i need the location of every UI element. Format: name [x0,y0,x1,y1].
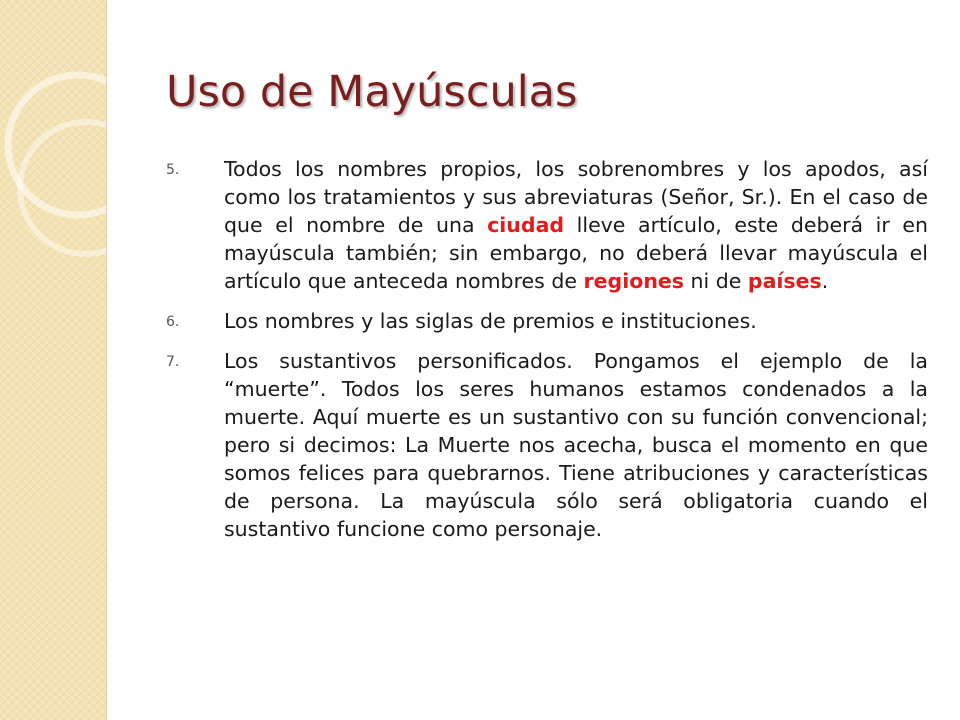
highlight-regiones: regiones [583,269,685,293]
decorative-sidebar [0,0,107,720]
text-segment: ni de [684,269,748,293]
decorative-rings-icon [0,0,106,720]
list-item-number: 7. [166,354,180,370]
list-item [166,307,928,335]
text-segment: . [821,269,829,293]
text-segment: lleve artículo, este deberá ir en mayúscula también; sin embargo, no deberá llevar mayúscula el artículo que anteceda nombres de [224,213,928,293]
numbered-list [166,155,928,555]
list-item-text: Los nombres y las siglas de premios e instituciones. [224,309,757,333]
list-item [166,347,928,543]
highlight-paises: países [747,269,822,293]
highlight-ciudad: ciudad [487,213,565,237]
list-item-text [224,157,928,293]
list-item-number: 5. [166,162,180,178]
list-item-number: 6. [166,314,180,330]
list-item [166,155,928,295]
slide-title: Uso de Mayúsculas [166,67,578,117]
text-segment: Todos los nombres propios, los sobrenombres y los apodos, así como los tratamientos y sus abreviaturas (Señor, Sr.). En el caso de que el nombre de una [224,157,928,237]
list-item-text: Los sustantivos personificados. Pongamos el ejemplo de la “muerte”. Todos los seres humanos estamos condenados a la muerte. Aquí muerte es un sustantivo con su función convencional; pero si decimos: La Muerte nos acecha, busca el momento en que somos felices para quebrarnos. Tiene atribuciones y características de persona. La mayúscula sólo será obligatoria cuando el sustantivo funcione como personaje. [224,349,928,541]
